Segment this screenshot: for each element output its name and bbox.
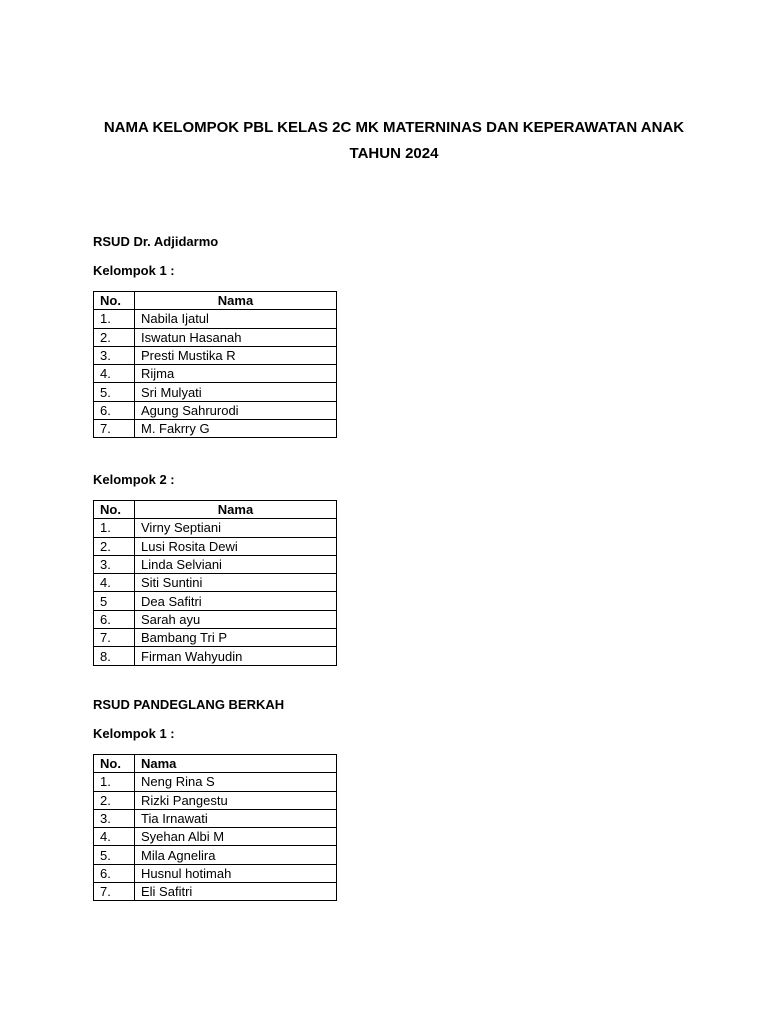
row-name: Neng Rina S — [135, 773, 337, 791]
row-name: Sri Mulyati — [135, 383, 337, 401]
header-no: No. — [94, 755, 135, 773]
hospital-name: RSUD Dr. Adjidarmo — [93, 234, 219, 249]
row-no: 4. — [94, 574, 135, 592]
group-label: Kelompok 2 : — [93, 472, 175, 487]
row-no: 7. — [94, 629, 135, 647]
row-name: Lusi Rosita Dewi — [135, 537, 337, 555]
row-name: Nabila Ijatul — [135, 310, 337, 328]
row-name: Presti Mustika R — [135, 346, 337, 364]
row-name: Bambang Tri P — [135, 629, 337, 647]
row-no: 2. — [94, 328, 135, 346]
row-no: 5. — [94, 846, 135, 864]
table-row — [94, 883, 337, 901]
table-row — [94, 773, 337, 791]
table-row — [94, 328, 337, 346]
row-name: Dea Safitri — [135, 592, 337, 610]
row-no: 6. — [94, 610, 135, 628]
row-no: 1. — [94, 519, 135, 537]
row-name: M. Fakrry G — [135, 420, 337, 438]
table-row — [94, 610, 337, 628]
row-name: Virny Septiani — [135, 519, 337, 537]
title-line-1: NAMA KELOMPOK PBL KELAS 2C MK MATERNINAS DAN KEPERAWATAN ANAK — [103, 119, 685, 136]
title-line-2: TAHUN 2024 — [349, 145, 439, 162]
row-no: 5. — [94, 383, 135, 401]
row-no: 4. — [94, 828, 135, 846]
table-row — [94, 592, 337, 610]
row-name: Firman Wahyudin — [135, 647, 337, 665]
table-header-row — [94, 501, 337, 519]
table-header-row — [94, 755, 337, 773]
table-row — [94, 864, 337, 882]
table-row — [94, 401, 337, 419]
row-name: Rijma — [135, 365, 337, 383]
group-label: Kelompok 1 : — [93, 263, 175, 278]
table-row — [94, 420, 337, 438]
row-name: Rizki Pangestu — [135, 791, 337, 809]
row-name: Tia Irnawati — [135, 809, 337, 827]
table-row — [94, 519, 337, 537]
table-header-row — [94, 292, 337, 310]
table-row — [94, 346, 337, 364]
row-no: 8. — [94, 647, 135, 665]
header-name: Nama — [135, 501, 337, 519]
row-no: 2. — [94, 537, 135, 555]
row-name: Agung Sahrurodi — [135, 401, 337, 419]
table-row — [94, 383, 337, 401]
header-no: No. — [94, 292, 135, 310]
table-row — [94, 365, 337, 383]
group-table — [93, 754, 337, 901]
header-name: Nama — [135, 292, 337, 310]
row-name: Eli Safitri — [135, 883, 337, 901]
row-no: 4. — [94, 365, 135, 383]
row-no: 5 — [94, 592, 135, 610]
table-row — [94, 555, 337, 573]
header-name: Nama — [135, 755, 337, 773]
row-no: 6. — [94, 864, 135, 882]
row-no: 7. — [94, 420, 135, 438]
row-no: 3. — [94, 555, 135, 573]
row-name: Siti Suntini — [135, 574, 337, 592]
table-row — [94, 791, 337, 809]
row-no: 1. — [94, 773, 135, 791]
row-name: Iswatun Hasanah — [135, 328, 337, 346]
row-name: Sarah ayu — [135, 610, 337, 628]
row-name: Mila Agnelira — [135, 846, 337, 864]
row-no: 3. — [94, 809, 135, 827]
table-row — [94, 846, 337, 864]
row-no: 2. — [94, 791, 135, 809]
table-row — [94, 310, 337, 328]
row-no: 6. — [94, 401, 135, 419]
table-row — [94, 828, 337, 846]
row-name: Husnul hotimah — [135, 864, 337, 882]
row-name: Syehan Albi M — [135, 828, 337, 846]
row-no: 7. — [94, 883, 135, 901]
row-no: 3. — [94, 346, 135, 364]
header-no: No. — [94, 501, 135, 519]
document-title — [60, 115, 728, 167]
group-table — [93, 291, 337, 438]
group-label: Kelompok 1 : — [93, 726, 175, 741]
table-row — [94, 647, 337, 665]
table-row — [94, 809, 337, 827]
row-name: Linda Selviani — [135, 555, 337, 573]
table-row — [94, 629, 337, 647]
group-table — [93, 500, 337, 666]
table-row — [94, 537, 337, 555]
table-row — [94, 574, 337, 592]
row-no: 1. — [94, 310, 135, 328]
hospital-name: RSUD PANDEGLANG BERKAH — [93, 697, 285, 712]
